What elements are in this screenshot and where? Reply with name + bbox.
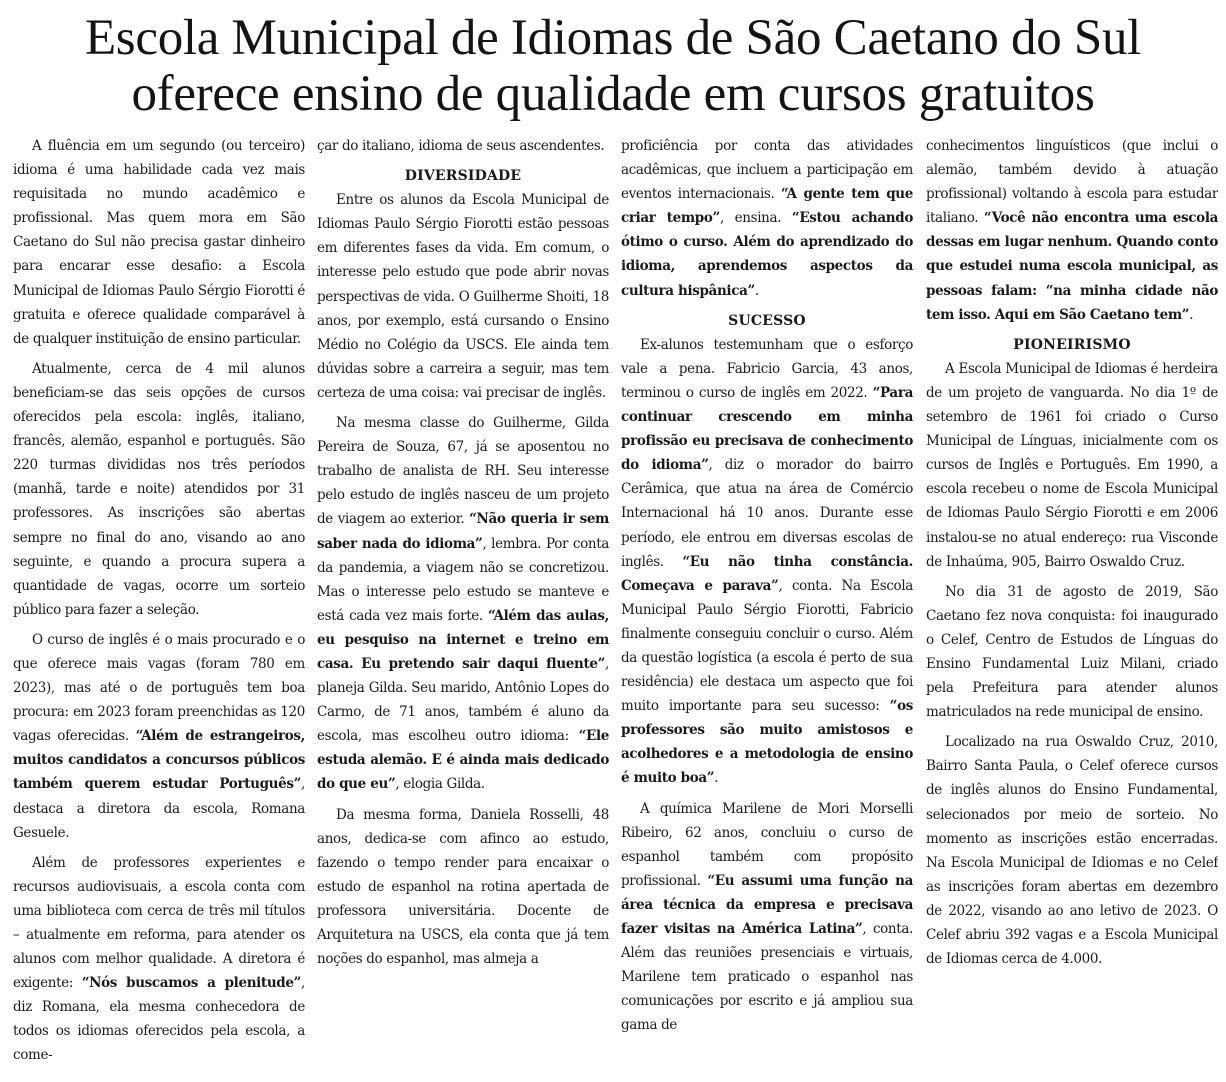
quote: “Eu assumi uma função na área técnica da empresa e precisava fazer visitas na América Latina” bbox=[621, 872, 913, 937]
paragraph-text: , diz Romana, ela mesma conhecedora de todos os idiomas oferecidos pela escola, a come- bbox=[13, 975, 305, 1064]
quote: “Não queria ir sem saber nada do idioma” bbox=[317, 511, 609, 552]
paragraph bbox=[317, 411, 609, 797]
quote: “Além de estrangeiros, muitos candidatos a concursos públicos também querem estudar Português” bbox=[13, 728, 305, 793]
quote: “Além das aulas, eu pesquiso na internet e treino em casa. Eu pretendo sair daqui fluente” bbox=[317, 607, 609, 672]
paragraph bbox=[13, 851, 305, 1068]
quote: “Eu não tinha constância. Começava e parava” bbox=[621, 553, 913, 594]
paragraph: A fluência em um segundo (ou terceiro) idioma é uma habilidade cada vez mais requisitada no mundo acadêmico e profissional. Mas quem mora em São Caetano do Sul não precisa gastar dinheiro para encarar esse desafio: a Escola Municipal de Idiomas Paulo Sérgio Fiorotti é gratuita e oferece qualidade comparável à de qualquer instituição de ensino particular. bbox=[13, 138, 305, 347]
headline-line-1: Escola Municipal de Idiomas de São Caetano do Sul bbox=[84, 10, 1142, 66]
headline-line-2: oferece ensino de qualidade em cursos gratuitos bbox=[131, 66, 1095, 122]
paragraph-text: proficiência por conta das atividades acadêmicas, que incluem a participação em eventos internacionais. bbox=[621, 138, 913, 203]
paragraph-text: , ensina. bbox=[719, 210, 792, 227]
headline bbox=[0, 10, 1226, 122]
paragraph-text: , conta. Além das reuniões presenciais e virtuais, Marilene tem praticado o espanhol nas comunicações por escrito e já ampliou sua gama de bbox=[621, 921, 913, 1034]
paragraph-text: , destaca a diretora da escola, Romana Gesuele. bbox=[13, 776, 305, 841]
paragraph: çar do italiano, idioma de seus ascendentes. bbox=[317, 138, 605, 154]
paragraph-text: . bbox=[714, 770, 719, 787]
paragraph-text: . bbox=[754, 282, 759, 299]
paragraph bbox=[621, 134, 913, 303]
paragraph-text: , diz o morador do bairro Cerâmica, que atua na área de Comércio Internacional há 10 anos. Durante esse período, ele entrou em diversas escolas de inglês. bbox=[621, 457, 913, 570]
article-column-2 bbox=[317, 134, 609, 1080]
quote: “Nós buscamos a plenitude” bbox=[81, 975, 302, 992]
paragraph: No dia 31 de agosto de 2019, São Caetano fez nova conquista: foi inaugurado o Celef, Centro de Estudos de Línguas do Ensino Fundamental Luiz Milani, criado pela Prefeitura para atender alunos matriculados na rede municipal de ensino. bbox=[926, 583, 1218, 721]
paragraph bbox=[621, 333, 913, 791]
paragraph-text: Além de professores experientes e recursos audiovisuais, a escola conta com uma biblioteca com cerca de três mil títulos – atualmente em reforma, para atender os alunos com melhor qualidade. A diretora é exigente: bbox=[13, 854, 305, 992]
section-heading-pioneirismo: PIONEIRISMO bbox=[1013, 336, 1131, 353]
paragraph: A Escola Municipal de Idiomas é herdeira de um projeto de vanguarda. No dia 1º de setembro de 1961 foi criado o Curso Municipal de Línguas, inicialmente com os cursos de Inglês e Português. Em 1990, a escola recebeu o nome de Escola Municipal de Idiomas Paulo Sérgio Fiorotti e em 2006 instalou-se no atual endereço: rua Visconde de Inhaúma, 905, Bairro Oswaldo Cruz. bbox=[926, 360, 1218, 570]
article-column-4 bbox=[926, 134, 1218, 1080]
article-column-3 bbox=[621, 134, 913, 1080]
paragraph-text: Na mesma classe do Guilherme, Gilda Pereira de Souza, 67, já se aposentou no trabalho de analista de RH. Seu interesse pelo estudo de inglês nasceu de um projeto de viagem ao exterior. bbox=[317, 415, 609, 528]
paragraph-text: , conta. Na Escola Municipal Paulo Sérgio Fiorotti, Fabricio finalmente conseguiu concluir o curso. Além da questão logística (a escola é perto de sua residência) ele destaca um aspecto que foi muito importante para seu sucesso: bbox=[621, 577, 913, 715]
quote: “Você não encontra uma escola dessas em lugar nenhum. Quando conto que estudei numa escola municipal, as pessoas falam: “na minha cidade não tem isso. Aqui em São Caetano tem” bbox=[926, 210, 1218, 323]
paragraph bbox=[926, 134, 1218, 327]
section-heading-sucesso: SUCESSO bbox=[728, 312, 806, 329]
paragraph-text: Ex-alunos testemunham que o esforço vale a pena. Fabricio Garcia, 43 anos, terminou o curso de inglês em 2022. bbox=[621, 336, 913, 401]
paragraph-text: , planeja Gilda. Seu marido, Antônio Lopes do Carmo, de 71 anos, também é aluno da escola, mas escolheu outro idioma: bbox=[317, 655, 609, 745]
paragraph bbox=[13, 628, 305, 845]
section-heading-diversidade: DIVERSIDADE bbox=[404, 168, 522, 185]
paragraph-text: O curso de inglês é o mais procurado e o que oferece mais vagas (foram 780 em 2023), mas até o de português tem boa procura: em 2023 foram preenchidas as 120 vagas oferecidas. bbox=[13, 631, 305, 745]
paragraph: Atualmente, cerca de 4 mil alunos beneficiam-se das seis opções de cursos oferecidos pela escola: inglês, italiano, francês, alemão, espanhol e português. São 220 turmas divididas nos três períodos (manhã, tarde e noite) atendidos por 31 professores. As inscrições são abertas sempre no final do ano, visando ao ano seguinte, e quando a procura supera a quantidade de vagas, ocorre um sorteio público para fazer a seleção. bbox=[13, 360, 305, 618]
paragraph bbox=[621, 797, 913, 1038]
paragraph: Localizado na rua Oswaldo Cruz, 2010, Bairro Santa Paula, o Celef oferece cursos de inglês alunos do Ensino Fundamental, selecionados por meio de sorteio. No momento as inscrições estão encerradas. Na Escola Municipal de Idiomas e no Celef as inscrições foram abertas em dezembro de 2022, visando ao ano letivo de 2023. O Celef abriu 392 vagas e a Escola Municipal de Idiomas cerca de 4.000. bbox=[926, 734, 1218, 968]
article-column-1 bbox=[13, 134, 305, 1080]
paragraph-text: . bbox=[1189, 306, 1194, 323]
quote: “A gente tem que criar tempo” bbox=[621, 186, 913, 227]
quote: “Para continuar crescendo em minha profissão eu precisava de conhecimento do idioma” bbox=[621, 384, 913, 474]
quote: “Estou achando ótimo o curso. Além do aprendizado do idioma, aprendemos aspectos da cultura hispânica” bbox=[621, 210, 913, 299]
paragraph-text: , lembra. Por conta da pandemia, a viagem não se concretizou. Mas o interesse pelo estudo se manteve e está cada vez mais forte. bbox=[317, 535, 609, 624]
quote: “Ele estuda alemão. E é ainda mais dedicado do que eu” bbox=[317, 728, 609, 793]
paragraph: Da mesma forma, Daniela Rosselli, 48 anos, dedica-se com afinco ao estudo, fazendo o tempo render para encaixar o estudo de espanhol na rotina apertada de professora universitária. Docente de Arquitetura na USCS, ela conta que já tem noções do espanhol, mas almeja a bbox=[317, 806, 609, 968]
quote: “os professores são muito amistosos e acolhedores e a metodologia de ensino é muito boa” bbox=[621, 698, 913, 787]
paragraph-text: A química Marilene de Mori Morselli Ribeiro, 62 anos, concluiu o curso de espanhol também com propósito profissional. bbox=[621, 800, 913, 889]
paragraph-text: conhecimentos linguísticos (que inclui o alemão, também devido à atuação profissional) voltando à escola para estudar italiano. bbox=[926, 138, 1218, 227]
paragraph: Entre os alunos da Escola Municipal de Idiomas Paulo Sérgio Fiorotti estão pessoas em diferentes fases da vida. Em comum, o interesse pelo estudo que pode abrir novas perspectivas de vida. O Guilherme Shoiti, 18 anos, por exemplo, está cursando o Ensino Médio no Colégio da USCS. Ele ainda tem dúvidas sobre a carreira a seguir, mas tem certeza de uma coisa: vai precisar de inglês. bbox=[317, 192, 609, 401]
paragraph-text: , elogia Gilda. bbox=[395, 776, 485, 793]
